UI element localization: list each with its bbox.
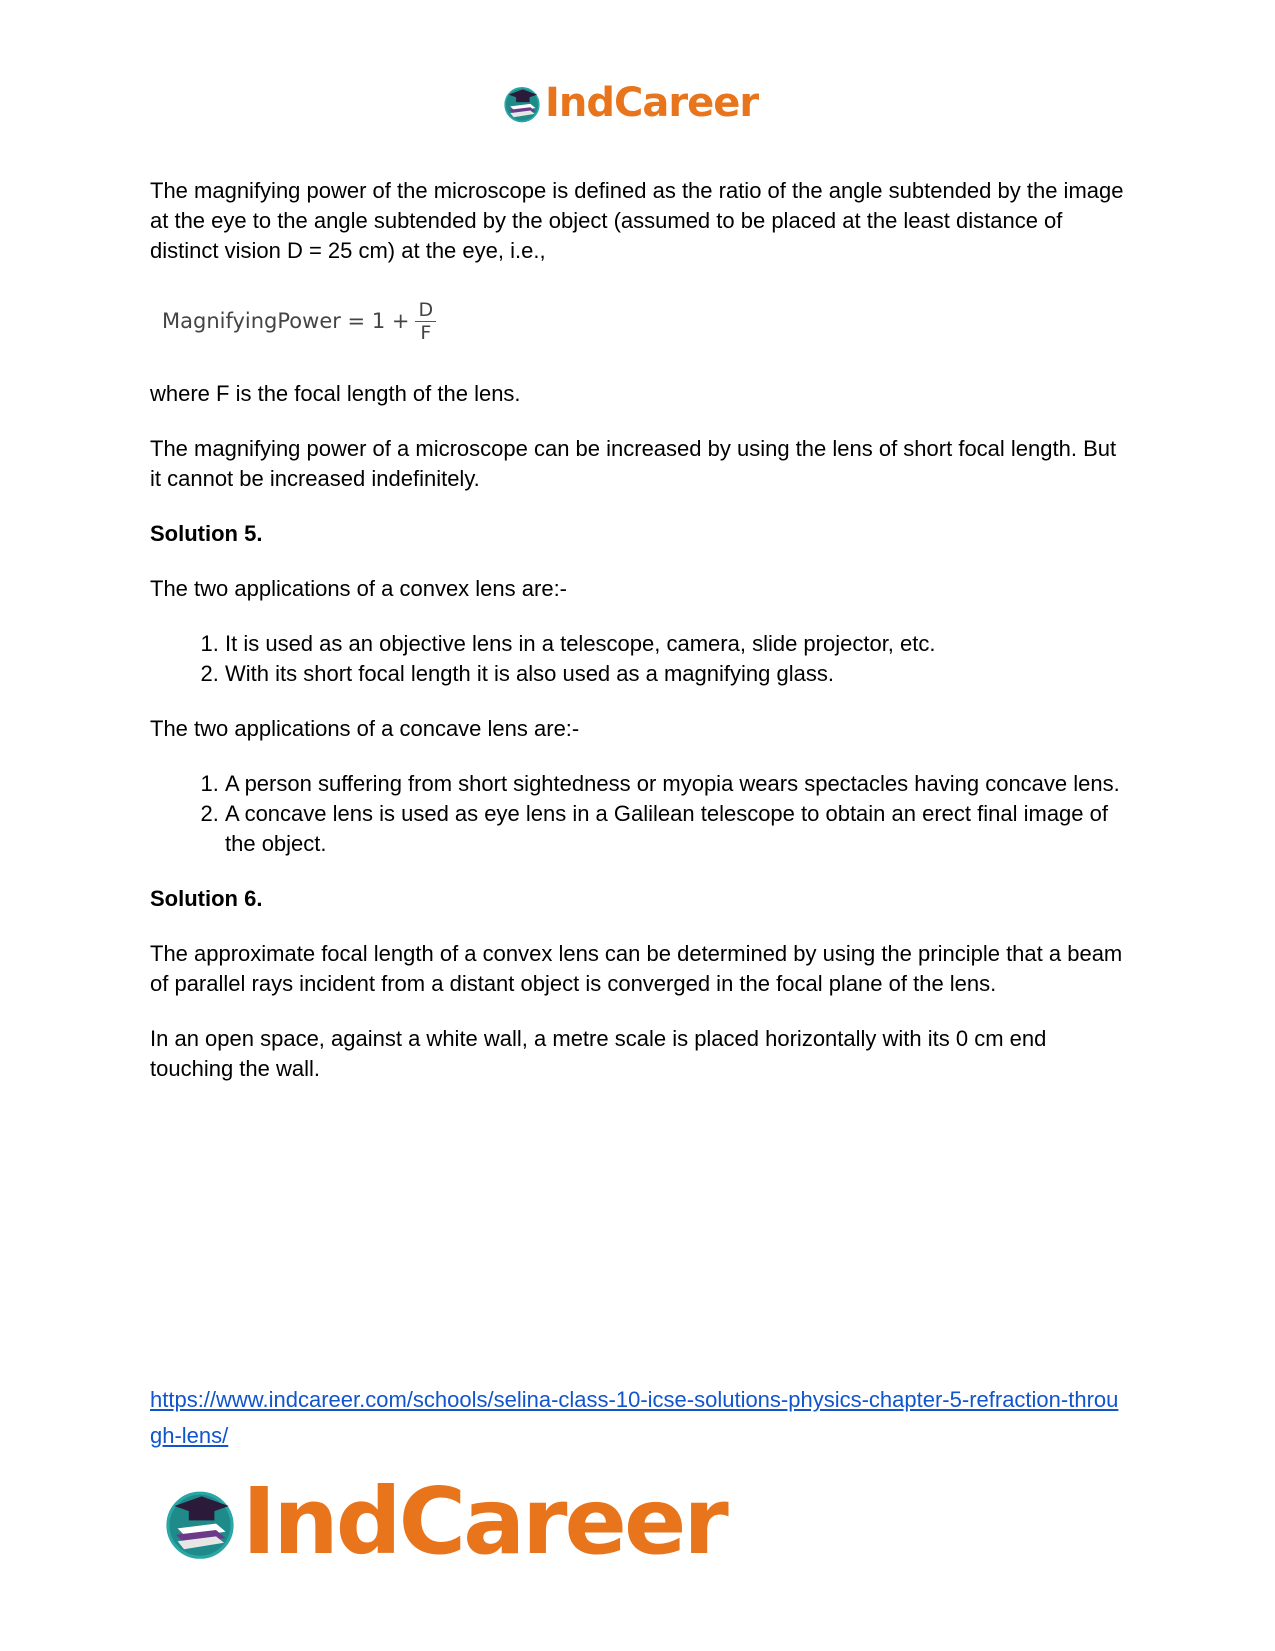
magnifying-power-formula [162,291,1130,351]
paragraph-metre-scale-setup: In an open space, against a white wall, a metre scale is placed horizontally with its 0 cm end touching the wall. [150,1026,1047,1081]
logo-wordmark: IndCareer [242,1468,726,1575]
logo-wordmark: IndCareer [545,80,759,126]
convex-applications-list [150,629,1130,689]
list-item: 2. With its short focal length it is also used as a magnifying glass. [225,659,1130,689]
footer-logo [160,1468,726,1575]
solution-5-heading: Solution 5. [150,521,263,546]
formula-lhs: MagnifyingPower = 1 + [162,309,410,333]
header-logo [501,80,758,126]
graduation-cap-book-globe-icon [160,1482,240,1562]
concave-applications-list [150,769,1130,859]
graduation-cap-book-globe-icon [501,82,543,124]
list-item: 1. A person suffering from short sightedness or myopia wears spectacles having concave lens. [225,769,1130,799]
concave-applications-intro: The two applications of a concave lens are:- [150,716,580,741]
document-body [150,176,1130,1109]
list-item: 1. It is used as an objective lens in a telescope, camera, slide projector, etc. [225,629,1130,659]
convex-applications-intro: The two applications of a convex lens are:- [150,576,568,601]
list-item: 2. A concave lens is used as eye lens in a Galilean telescope to obtain an erect final image of the object. [225,799,1130,859]
paragraph-increase-note: The magnifying power of a microscope can be increased by using the lens of short focal length. But it cannot be increased indefinitely. [150,436,1117,491]
formula-denominator: F [420,321,432,344]
solution-6-heading: Solution 6. [150,886,263,911]
formula-numerator: D [415,299,436,322]
paragraph-focal-length-principle: The approximate focal length of a convex lens can be determined by using the principle that a beam of parallel rays incident from a distant object is converged in the focal plane of the lens. [150,941,1123,996]
paragraph-focal-length-note: where F is the focal length of the lens. [150,381,521,406]
paragraph-magnifying-power-definition: The magnifying power of the microscope is defined as the ratio of the angle subtended by the image at the eye to the angle subtended by the object (assumed to be placed at the least distance of distinct vision D = 25 cm) at the eye, i.e., [150,178,1124,263]
formula-fraction [415,299,436,344]
source-url-link[interactable]: https://www.indcareer.com/schools/selina-class-10-icse-solutions-physics-chapter-5-refraction-through-lens/ [150,1387,1119,1448]
